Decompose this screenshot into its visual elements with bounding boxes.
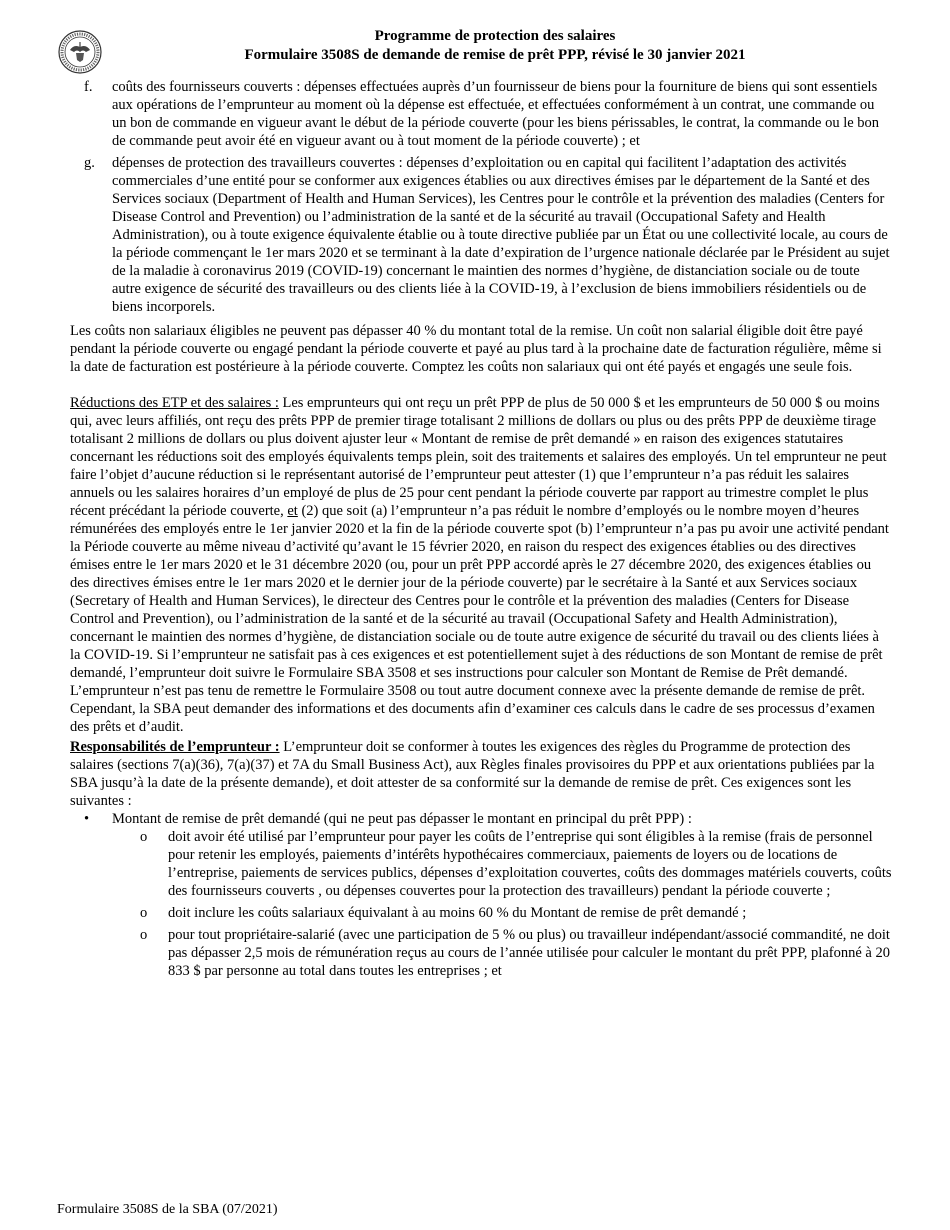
document-header (150, 27, 840, 65)
sub-marker: o (140, 829, 148, 845)
sub-item-text: doit avoir été utilisé par l’emprunteur pour payer les coûts de l’entreprise qui sont éligibles à la remise (frais de personnel pour retenir les employés, paiements d’intérêts hypothécaires commerciaux, paiements de loyers ou de locations de l’entreprise, paiements de services publics, dépenses d’exploitation couvertes, coûts des dommages matériels couverts, coûts des fournisseurs couverts , ou dépenses couvertes pour la protection des travailleurs) pendant la période couverte ; (168, 829, 892, 899)
list-item (84, 78, 892, 150)
responsibilities-paragraph (70, 738, 892, 810)
responsibilities-heading: Responsabilités de l’emprunteur : (70, 739, 280, 755)
reductions-et-word: et (287, 503, 298, 519)
reductions-text-after: (2) que soit (a) l’emprunteur n’a pas réduit le nombre d’employés ou le nombre moyen d’heures rémunérées des employés entre le 1er janvier 2020 et la fin de la période couverte spot (b) l’emprunteur n’a pas pu avoir une activité pendant la Période couverte au même niveau d’activité qu’avant le 15 février 2020, en raison du respect des exigences établies ou des directives émises entre le 1er mars 2020 et le 31 décembre 2020 (ou, pour un prêt PPP accordé après le 27 décembre 2020, des exigences établies ou des directives émises entre le 1er mars 2020 et le dernier jour de la période couverte) par le secrétaire à la Santé et aux Services sociaux (Secretary of Health and Human Services), le directeur des Centres pour le contrôle et la prévention des maladies (Centers for Disease Control and Prevention), ou l’administration de la santé et de la sécurité au travail (Occupational Safety and Health Administration), concernant le maintien des normes d’hygiène, de distanciation sociale ou de toute autre exigence de sécurité du travail ou des clients liées à la COVID-19. Si l’emprunteur ne satisfait pas à ces exigences et est potentiellement sujet à des réductions de son Montant de remise de prêt demandé, l’emprunteur doit suivre le Formulaire SBA 3508 et ses instructions pour calculer son Montant de Remise de Prêt demandé. L’emprunteur n’est pas tenu de remettre le Formulaire 3508 ou tout autre document connexe avec la présente demande de remise de prêt. Cependant, la SBA peut demander des informations et des documents afin d’examiner ces calculs dans le cadre de ses processus d’examen des prêts et d’audit. (70, 503, 889, 735)
sub-marker: o (140, 927, 148, 943)
sub-requirements-list (112, 828, 892, 980)
header-title: Programme de protection des salaires (374, 28, 616, 44)
list-marker: f. (84, 79, 93, 95)
bullet-marker: • (84, 811, 90, 827)
reductions-text-before: Les emprunteurs qui ont reçu un prêt PPP de plus de 50 000 $ et les emprunteurs de 50 000 $ ou moins qui, avec leurs affiliés, ont reçu des prêts PPP de premier tirage totalisant 2 millions de dollars ou plus ou des prêts PPP de deuxième tirage totalisant 2 millions de dollars ou plus doivent ajuster leur « Montant de remise de prêt demandé » en raison des exigences statutaires concernant les réductions soit des employés équivalents temps plein, soit des traitements et salaires des employés. Un tel emprunteur ne peut faire l’objet d’aucune réduction si le représentant autorisé de l’emprunteur peut attester (1) que l’emprunteur n’a pas réduit les salaires annuels ou les salaires horaires d’un employé de plus de 25 pour cent pendant la période couverte par rapport au trimestre complet le plus récent précédant la période couverte, (70, 395, 887, 519)
bullet-text: Montant de remise de prêt demandé (qui ne peut pas dépasser le montant en principal du prêt PPP) : (112, 811, 692, 827)
responsibilities-text: L’emprunteur doit se conformer à toutes les exigences des règles du Programme de protection des salaires (sections 7(a)(36), 7(a)(37) et 7A du Small Business Act), aux Règles finales provisoires du PPP et aux orientations publiées par la SBA jusqu’à la date de la présente demande), et doit attester de sa conformité sur la demande de remise de prêt. Ces exigences sont les suivantes : (70, 739, 875, 809)
list-item-text: dépenses de protection des travailleurs couvertes : dépenses d’exploitation ou en capital qui facilitent l’adaptation des activités commerciales d’une entité pour se conformer aux exigences établies ou aux directives émises par le département de la Santé et des Services sociaux (Department of Health and Human Services), les Centres pour le contrôle et la prévention des maladies (Centers for Disease Control and Prevention) ou l’administration de la santé et de la sécurité au travail (Occupational Safety and Health Administration), ou à toute exigence équivalente établie ou à toute directive publiée par un État ou une collectivité locale, au cours de la période commençant le 1er mars 2020 et se terminant à la date d’expiration de l’urgence nationale déclarée par le Président au sujet de la maladie à coronavirus 2019 (COVID-19) concernant le maintien des normes d’hygiène, de distanciation sociale ou de toute autre exigence de sécurité des travailleurs ou des clients liée à la COVID-19, à l’exclusion de biens immobiliers résidentiels ou de biens incorporels. (112, 155, 890, 315)
list-marker: g. (84, 155, 95, 171)
requirements-list (70, 810, 892, 980)
sba-seal-icon (58, 30, 102, 74)
sub-item-text: pour tout propriétaire-salarié (avec une participation de 5 % ou plus) ou travailleur indépendant/associé commandité, ne doit pas dépasser 2,5 mois de rémunération reçus au cours de l’année utilisée pour calculer le montant du prêt PPP, plafonné à 20 833 $ par personne au total dans toutes les entreprises ; et (168, 927, 890, 979)
nonpayroll-paragraph: Les coûts non salariaux éligibles ne peuvent pas dépasser 40 % du montant total de la remise. Un coût non salarial éligible doit être payé pendant la période couverte ou engagé pendant la période couverte et payé au plus tard à la prochaine date de facturation régulière, même si la date de facturation est postérieure à la période couverte. Comptez les coûts non salariaux qui ont été payés et engagés une seule fois. (70, 323, 882, 375)
list-item (84, 810, 892, 980)
sub-list-item (140, 904, 892, 922)
sub-list-item (140, 828, 892, 900)
document-body (70, 78, 892, 984)
sub-list-item (140, 926, 892, 980)
header-subtitle: Formulaire 3508S de demande de remise de prêt PPP, révisé le 30 janvier 2021 (244, 47, 746, 63)
list-item (84, 154, 892, 316)
sub-marker: o (140, 905, 148, 921)
reductions-paragraph (70, 394, 892, 736)
reductions-heading: Réductions des ETP et des salaires : (70, 395, 279, 411)
list-item-text: coûts des fournisseurs couverts : dépenses effectuées auprès d’un fournisseur de biens pour la fourniture de biens qui sont essentiels aux opérations de l’emprunteur au moment où la dépense est effectuée, et effectuées conformément à un contrat, une commande ou un bon de commande en vigueur avant le début de la période couverte (pour les biens périssables, le contrat, la commande ou le bon de commande peut avoir été en vigueur avant ou à tout moment de la période couverte) ; et (112, 79, 880, 149)
page-footer: Formulaire 3508S de la SBA (07/2021) (57, 1202, 278, 1217)
cost-category-list (70, 78, 892, 316)
sub-item-text: doit inclure les coûts salariaux équivalant à au moins 60 % du Montant de remise de prêt demandé ; (168, 905, 747, 921)
